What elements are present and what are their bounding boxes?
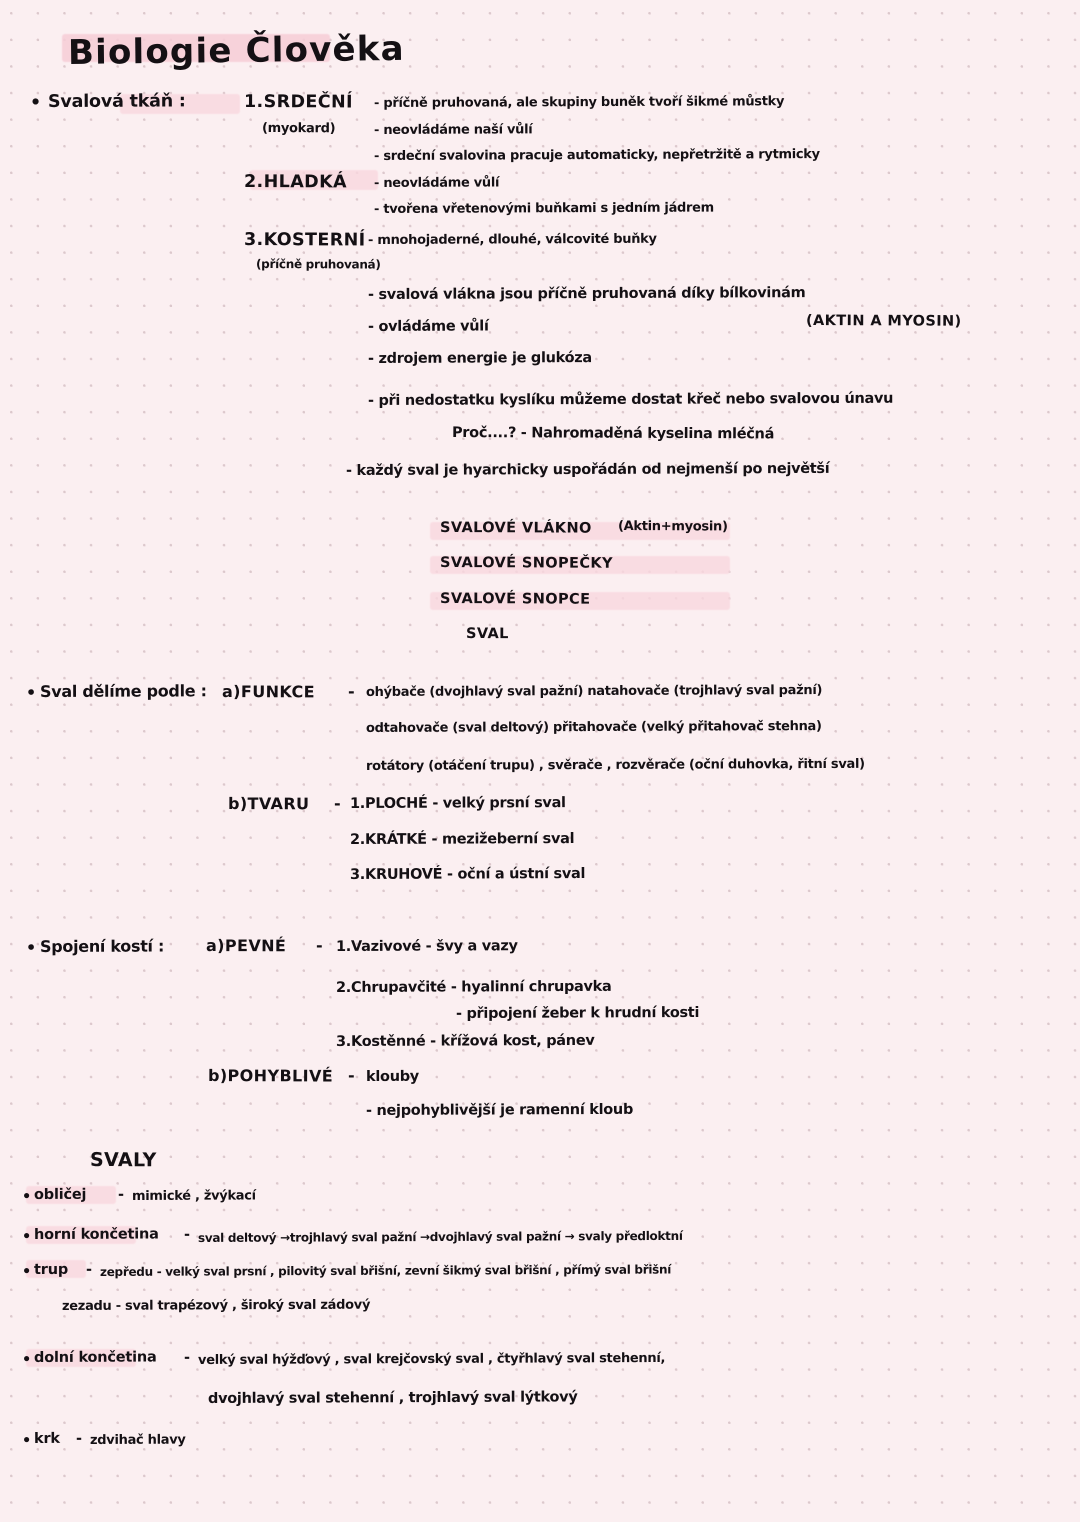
- label-horni-koncetina: horní končetina: [33, 1226, 159, 1243]
- kosterni-note-5: - každý sval je hyarchicky uspořádán od nejmenší po největší: [345, 460, 830, 479]
- group-tvaru-dash: -: [333, 794, 341, 814]
- heading-svalova-tkan: Svalová tkáň :: [47, 91, 186, 112]
- item-srdecni-number: 1.SRDEČNÍ: [243, 92, 354, 113]
- group-pohyblive-key: b)POHYBLIVÉ: [207, 1066, 334, 1086]
- text-dolni-koncetina-cont: dvojhlavý sval stehenní , trojhlavý sval lýtkový: [207, 1389, 578, 1407]
- group-pevne-line-3: - připojení žeber k hrudní kosti: [455, 1004, 700, 1022]
- text-trup-zepredu: zepředu - velký sval prsní , pilovitý sval břišní, zevní šikmý sval břišní , přímý sval břišní: [99, 1262, 672, 1279]
- text-dolni-koncetina: velký sval hýžďový , sval krejčovský sval , čtyřhlavý sval stehenní,: [197, 1350, 666, 1368]
- hierarchy-level-1-note: (Aktin+myosin): [617, 519, 728, 535]
- hierarchy-level-4: SVAL: [465, 626, 509, 643]
- group-pevne-dash: -: [315, 936, 323, 956]
- group-pohyblive-dash: -: [347, 1066, 355, 1086]
- label-trup: trup: [33, 1261, 69, 1278]
- group-pohyblive-line-2: - nejpohyblivější je ramenní kloub: [365, 1101, 634, 1119]
- hierarchy-level-3: SVALOVÉ SNOPCE: [439, 591, 591, 608]
- hierarchy-level-1: SVALOVÉ VLÁKNO: [439, 520, 592, 537]
- bullet-oblicej: •: [21, 1188, 32, 1205]
- hierarchy-level-2: SVALOVÉ SNOPEČKY: [439, 555, 613, 572]
- item-kosterni-detail-1: - mnohojaderné, dlouhé, válcovité buňky: [367, 231, 657, 248]
- label-oblicej: obličej: [33, 1186, 87, 1203]
- bullet-krk: •: [21, 1432, 32, 1449]
- group-pohyblive-line-1: klouby: [365, 1068, 419, 1085]
- item-kosterni-subtitle: (příčně pruhovaná): [255, 257, 381, 272]
- item-hladka-detail-2: - tvořena vřetenovými buňkami s jedním jádrem: [373, 200, 714, 217]
- group-funkce-dash: -: [347, 682, 355, 702]
- heading-svaly: SVALY: [89, 1149, 157, 1172]
- kosterni-note-3: - zdrojem energie je glukóza: [367, 350, 592, 367]
- bullet-spojeni-kosti: •: [25, 937, 37, 957]
- kosterni-note-1: - svalová vlákna jsou příčně pruhovaná díky bílkovinám: [367, 285, 806, 303]
- bullet-dolni-koncetina: •: [21, 1351, 32, 1368]
- dash-trup: -: [85, 1261, 92, 1278]
- dash-oblicej: -: [117, 1186, 124, 1203]
- item-srdecni-subtitle: (myokard): [261, 121, 336, 137]
- text-trup-zezadu: zezadu - sval trapézový , široký sval zádový: [61, 1297, 371, 1314]
- text-krk: zdvihač hlavy: [89, 1432, 186, 1448]
- group-pevne-line-1: 1.Vazivové - švy a vazy: [335, 938, 518, 955]
- label-krk: krk: [33, 1430, 60, 1447]
- group-pevne-key: a)PEVNÉ: [205, 936, 287, 956]
- kosterni-note-2: - ovládáme vůlí: [367, 318, 489, 335]
- heading-deleni-svalu: Sval dělíme podle :: [39, 681, 207, 701]
- proc-line: Proč....? - Nahromaděná kyselina mléčná: [451, 425, 775, 443]
- group-funkce-line-3: rotátory (otáčení trupu) , svěrače , rozvěrače (oční duhovka, řitní sval): [365, 756, 865, 774]
- group-funkce-key: a)FUNKCE: [221, 682, 316, 702]
- bullet-deleni-svalu: •: [25, 682, 37, 702]
- group-pevne-line-4: 3.Kostěnné - křížová kost, pánev: [335, 1032, 595, 1050]
- bullet-trup: •: [21, 1263, 32, 1280]
- group-tvaru-key: b)TVARU: [227, 794, 310, 814]
- heading-spojeni-kosti: Spojení kostí :: [39, 936, 165, 956]
- page-title: Biologie Člověka: [67, 28, 405, 73]
- dash-dolni-koncetina: -: [183, 1349, 190, 1366]
- bullet-svalova-tkan: •: [29, 92, 42, 113]
- item-srdecni-detail-3: - srdeční svalovina pracuje automaticky, nepřetržitě a rytmicky: [373, 147, 820, 164]
- group-tvaru-line-1: 1.PLOCHÉ - velký prsní sval: [349, 795, 566, 812]
- item-hladka-detail-1: - neovládáme vůlí: [373, 175, 500, 191]
- group-funkce-line-1: ohýbače (dvojhlavý sval pažní) natahovače (trojhlavý sval pažní): [365, 683, 823, 700]
- bullet-horni-koncetina: •: [21, 1228, 32, 1245]
- group-tvaru-line-2: 2.KRÁTKÉ - mezižeberní sval: [349, 831, 575, 848]
- item-hladka-number: 2.HLADKÁ: [243, 172, 348, 193]
- group-funkce-line-2: odtahovače (sval deltový) přitahovače (velký přitahovač stehna): [365, 719, 822, 736]
- text-oblicej: mimické , žvýkací: [131, 1188, 256, 1204]
- text-horni-koncetina: sval deltový →trojhlavý sval pažní →dvojhlavý sval pažní → svaly předloktní: [197, 1228, 683, 1245]
- dash-horni-koncetina: -: [183, 1226, 190, 1243]
- label-dolni-koncetina: dolní končetina: [33, 1349, 157, 1366]
- group-tvaru-line-3: 3.KRUHOVÉ - oční a ústní sval: [349, 865, 586, 883]
- item-srdecni-detail-1: - příčně pruhovaná, ale skupiny buněk tvoří šikmé můstky: [373, 94, 785, 111]
- item-kosterni-number: 3.KOSTERNÍ: [243, 230, 366, 251]
- kosterni-note-4: - při nedostatku kyslíku můžeme dostat křeč nebo svalovou únavu: [367, 390, 894, 409]
- aktin-myosin-note: (AKTIN A MYOSIN): [805, 313, 962, 330]
- item-srdecni-detail-2: - neovládáme naší vůlí: [373, 122, 533, 138]
- dash-krk: -: [75, 1430, 82, 1447]
- group-pevne-line-2: 2.Chrupavčité - hyalinní chrupavka: [335, 978, 612, 996]
